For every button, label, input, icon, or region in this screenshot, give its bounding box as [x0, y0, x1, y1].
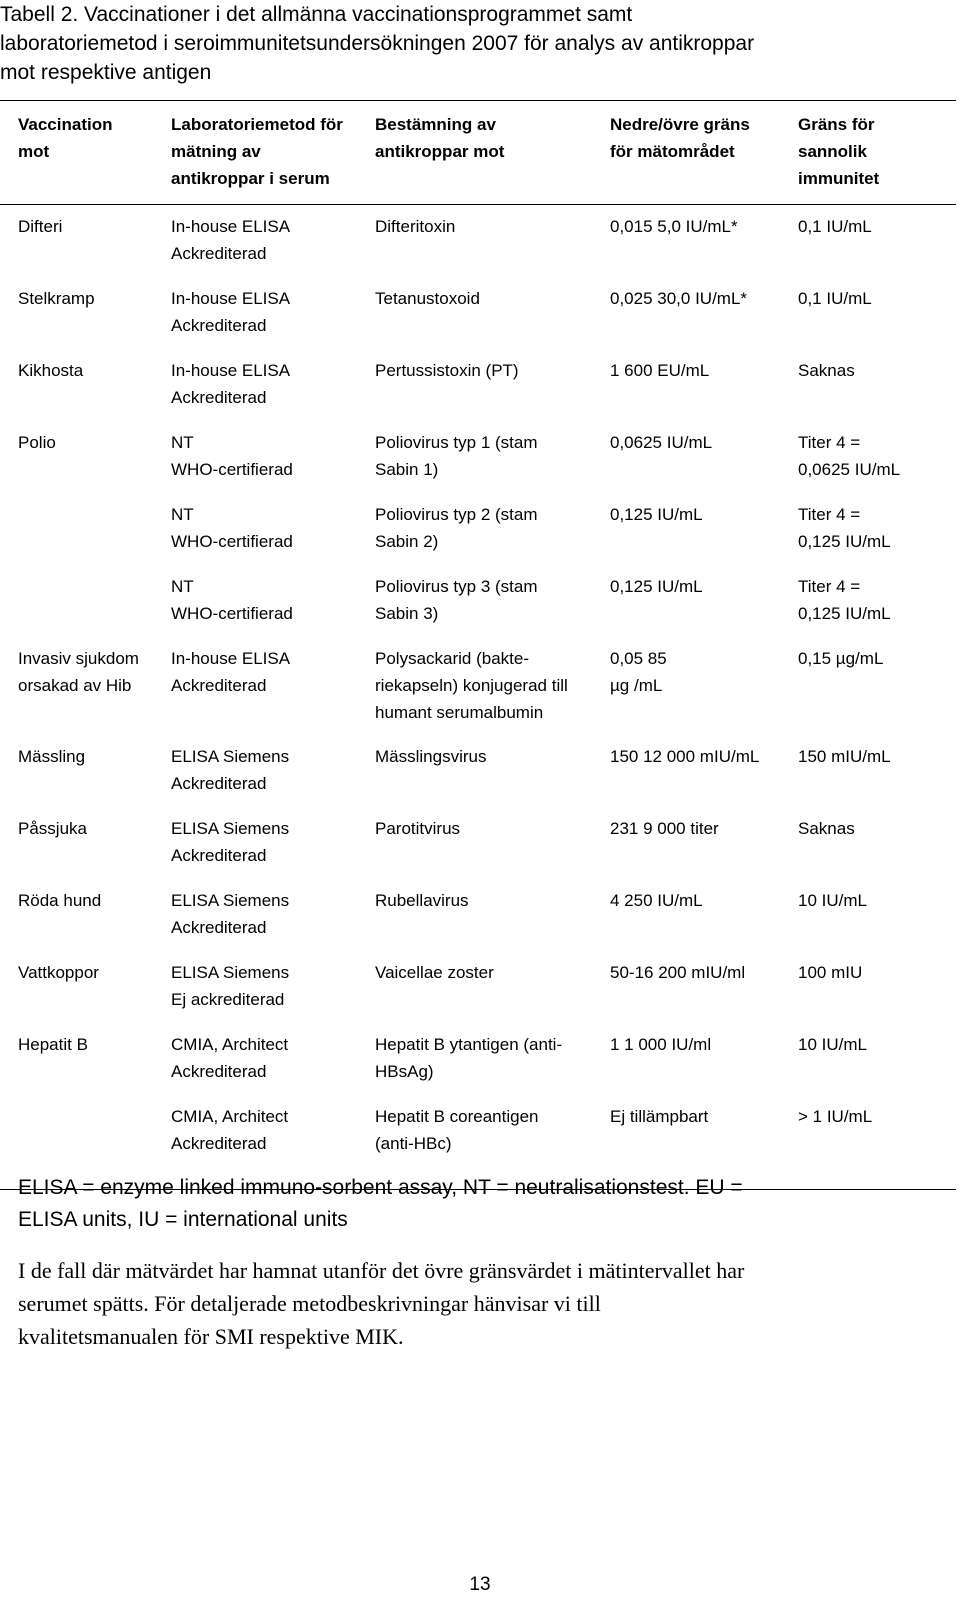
- method-cell: [171, 815, 375, 869]
- antigen-cell: [375, 573, 610, 627]
- cell-text: In-house ELISA: [171, 217, 291, 236]
- range-cell: [610, 573, 798, 627]
- table-row: [0, 959, 956, 1031]
- antigen-cell: [375, 357, 610, 411]
- header-text: Vaccination: [18, 115, 113, 134]
- range-cell: [610, 1031, 798, 1085]
- header-text: Gräns för: [798, 115, 875, 134]
- cell-text: [798, 1058, 956, 1085]
- cell-text: 150 mIU/mL: [798, 747, 891, 766]
- cell-text: [610, 986, 798, 1013]
- cell-text: Titer 4 =: [798, 433, 861, 452]
- cell-text: [171, 699, 375, 726]
- cell-text: Poliovirus typ 2 (stam: [375, 505, 538, 524]
- cell-text: 0,125 IU/mL: [798, 604, 891, 623]
- cell-text: 10 IU/mL: [798, 891, 867, 910]
- immunity-cell: [798, 1103, 956, 1157]
- cell-text: Poliovirus typ 3 (stam: [375, 577, 538, 596]
- cell-text: Titer 4 =: [798, 577, 861, 596]
- method-cell: [171, 285, 375, 339]
- immunity-cell: [798, 645, 956, 726]
- cell-text: Sabin 2): [375, 532, 439, 551]
- immunity-cell: [798, 573, 956, 627]
- vaccination-cell: [0, 743, 171, 797]
- cell-text: 1 1 000 IU/ml: [610, 1035, 712, 1054]
- cell-text: CMIA, Architect: [171, 1035, 289, 1054]
- cell-text: In-house ELISA: [171, 361, 291, 380]
- method-cell: [171, 887, 375, 941]
- cell-text: [18, 699, 171, 726]
- cell-text: 1 600 EU/mL: [610, 361, 710, 380]
- cell-text: Ackrediterad: [171, 388, 267, 407]
- header-matomrade: [610, 111, 798, 192]
- cell-text: 0,125 IU/mL: [610, 505, 703, 524]
- cell-text: Sabin 3): [375, 604, 439, 623]
- cell-text: NT: [171, 505, 194, 524]
- method-cell: [171, 743, 375, 797]
- cell-text: HBsAg): [375, 1062, 434, 1081]
- cell-text: Saknas: [798, 819, 855, 838]
- immunity-cell: [798, 285, 956, 339]
- cell-text: [798, 914, 956, 941]
- cell-text: µg /mL: [610, 676, 663, 695]
- cell-text: 0,125 IU/mL: [798, 532, 891, 551]
- cell-text: [798, 312, 956, 339]
- header-grans-immunitet: [798, 111, 956, 192]
- header-text: Nedre/övre gräns: [610, 115, 750, 134]
- cell-text: ELISA Siemens: [171, 891, 290, 910]
- cell-text: [375, 770, 610, 797]
- cell-text: Hepatit B ytantigen (anti-: [375, 1035, 563, 1054]
- immunity-cell: [798, 357, 956, 411]
- cell-text: 0,015 5,0 IU/mL*: [610, 217, 738, 236]
- cell-text: [375, 842, 610, 869]
- cell-text: 0,0625 IU/mL: [610, 433, 713, 452]
- cell-text: [610, 600, 798, 627]
- table-row: [0, 1103, 956, 1175]
- method-cell: [171, 357, 375, 411]
- cell-text: Ackrediterad: [171, 244, 267, 263]
- cell-text: [610, 1058, 798, 1085]
- cell-text: [610, 770, 798, 797]
- range-cell: [610, 743, 798, 797]
- cell-text: Ej tillämpbart: [610, 1107, 709, 1126]
- cell-text: [610, 914, 798, 941]
- immunity-cell: [798, 501, 956, 555]
- page-number: 13: [469, 1574, 491, 1595]
- cell-text: Mässling: [18, 747, 86, 766]
- cell-text: Difteritoxin: [375, 217, 456, 236]
- antigen-cell: [375, 1031, 610, 1085]
- header-laboratoriemetod: [171, 111, 375, 192]
- cell-text: 0,0625 IU/mL: [798, 460, 901, 479]
- immunity-cell: [798, 959, 956, 1013]
- cell-text: Titer 4 =: [798, 505, 861, 524]
- cell-text: WHO-certifierad: [171, 604, 293, 623]
- paragraph-line-2: serumet spätts. För detaljerade metodbeskrivningar hänvisar vi till: [18, 1291, 601, 1316]
- cell-text: Vaicellae zoster: [375, 963, 494, 982]
- cell-text: 0,05 85: [610, 649, 667, 668]
- cell-text: NT: [171, 433, 194, 452]
- vaccination-cell: [0, 429, 171, 483]
- cell-text: Röda hund: [18, 891, 102, 910]
- antigen-cell: [375, 959, 610, 1013]
- cell-text: [18, 573, 171, 600]
- cell-text: [18, 842, 171, 869]
- method-cell: [171, 1103, 375, 1157]
- cell-text: [375, 312, 610, 339]
- vaccination-cell: [0, 1103, 171, 1157]
- range-cell: [610, 429, 798, 483]
- header-text: [610, 165, 798, 192]
- cell-text: [798, 986, 956, 1013]
- table-row: [0, 1031, 956, 1103]
- cell-text: [18, 240, 171, 267]
- header-bestamning: [375, 111, 610, 192]
- method-cell: [171, 645, 375, 726]
- cell-text: Ackrediterad: [171, 676, 267, 695]
- range-cell: [610, 501, 798, 555]
- vaccination-cell: [0, 213, 171, 267]
- immunity-cell: [798, 815, 956, 869]
- cell-text: Ackrediterad: [171, 774, 267, 793]
- range-cell: [610, 285, 798, 339]
- antigen-cell: [375, 501, 610, 555]
- cell-text: [798, 770, 956, 797]
- cell-text: ELISA Siemens: [171, 819, 290, 838]
- cell-text: WHO-certifierad: [171, 532, 293, 551]
- cell-text: [18, 1058, 171, 1085]
- cell-text: 150 12 000 mIU/mL: [610, 747, 760, 766]
- table-body: [0, 205, 956, 1189]
- immunity-cell: [798, 1031, 956, 1085]
- cell-text: [798, 699, 956, 726]
- body-paragraph: [18, 1254, 938, 1353]
- cell-text: Stelkramp: [18, 289, 95, 308]
- cell-text: Parotitvirus: [375, 819, 461, 838]
- cell-text: [18, 1103, 171, 1130]
- table-caption: [0, 0, 940, 87]
- cell-text: orsakad av Hib: [18, 676, 132, 695]
- cell-text: 4 250 IU/mL: [610, 891, 703, 910]
- header-text: [375, 165, 610, 192]
- cell-text: [798, 842, 956, 869]
- header-text: antikroppar i serum: [171, 169, 330, 188]
- cell-text: [18, 770, 171, 797]
- vaccination-cell: [0, 959, 171, 1013]
- cell-text: 0,1 IU/mL: [798, 289, 872, 308]
- cell-text: In-house ELISA: [171, 649, 291, 668]
- table-row: [0, 357, 956, 429]
- cell-text: riekapseln) konjugerad till: [375, 676, 568, 695]
- cell-text: Polysackarid (bakte-: [375, 649, 530, 668]
- cell-text: Ackrediterad: [171, 1134, 267, 1153]
- table-row: [0, 429, 956, 501]
- cell-text: [375, 914, 610, 941]
- antigen-cell: [375, 213, 610, 267]
- vaccination-cell: [0, 1031, 171, 1085]
- cell-text: 0,025 30,0 IU/mL*: [610, 289, 748, 308]
- cell-text: 50-16 200 mIU/ml: [610, 963, 746, 982]
- cell-text: [375, 986, 610, 1013]
- table-footnote: [18, 1172, 918, 1236]
- vaccination-cell: [0, 815, 171, 869]
- method-cell: [171, 573, 375, 627]
- range-cell: [610, 213, 798, 267]
- vaccination-cell: [0, 645, 171, 726]
- cell-text: Sabin 1): [375, 460, 439, 479]
- cell-text: Hepatit B: [18, 1035, 88, 1054]
- range-cell: [610, 357, 798, 411]
- cell-text: [18, 312, 171, 339]
- cell-text: 0,125 IU/mL: [610, 577, 703, 596]
- cell-text: [610, 528, 798, 555]
- table-row: [0, 645, 956, 743]
- footnote-line-2: ELISA units, IU = international units: [18, 1208, 348, 1231]
- header-text: antikroppar mot: [375, 142, 505, 161]
- vaccination-cell: [0, 573, 171, 627]
- range-cell: [610, 815, 798, 869]
- immunity-cell: [798, 743, 956, 797]
- cell-text: [18, 986, 171, 1013]
- cell-text: 0,1 IU/mL: [798, 217, 872, 236]
- vaccination-cell: [0, 887, 171, 941]
- cell-text: Mässlingsvirus: [375, 747, 487, 766]
- table-row: [0, 573, 956, 645]
- cell-text: [798, 1130, 956, 1157]
- table-row: [0, 213, 956, 285]
- cell-text: Tetanustoxoid: [375, 289, 480, 308]
- table-row: [0, 815, 956, 887]
- cell-text: Invasiv sjukdom: [18, 649, 139, 668]
- table-row: [0, 743, 956, 815]
- cell-text: Ackrediterad: [171, 918, 267, 937]
- antigen-cell: [375, 285, 610, 339]
- cell-text: [375, 384, 610, 411]
- cell-text: Pertussistoxin (PT): [375, 361, 519, 380]
- vaccination-cell: [0, 357, 171, 411]
- cell-text: Rubellavirus: [375, 891, 469, 910]
- range-cell: [610, 959, 798, 1013]
- cell-text: Difteri: [18, 217, 63, 236]
- cell-text: [610, 1130, 798, 1157]
- method-cell: [171, 1031, 375, 1085]
- cell-text: Polio: [18, 433, 56, 452]
- cell-text: [610, 240, 798, 267]
- cell-text: > 1 IU/mL: [798, 1107, 873, 1126]
- cell-text: Ackrediterad: [171, 846, 267, 865]
- paragraph-line-3: kvalitetsmanualen för SMI respektive MIK.: [18, 1324, 404, 1349]
- antigen-cell: [375, 645, 610, 726]
- cell-text: NT: [171, 577, 194, 596]
- caption-line-2: laboratoriemetod i seroimmunitetsundersökningen 2007 för analys av antikroppar: [0, 32, 755, 55]
- method-cell: [171, 213, 375, 267]
- cell-text: 231 9 000 titer: [610, 819, 719, 838]
- cell-text: [18, 914, 171, 941]
- cell-text: ELISA Siemens: [171, 747, 290, 766]
- method-cell: [171, 959, 375, 1013]
- table-row: [0, 501, 956, 573]
- caption-line-3: mot respektive antigen: [0, 61, 212, 84]
- method-cell: [171, 501, 375, 555]
- cell-text: [610, 456, 798, 483]
- cell-text: [610, 842, 798, 869]
- cell-text: WHO-certifierad: [171, 460, 293, 479]
- vaccination-table: [0, 100, 956, 1190]
- cell-text: [18, 501, 171, 528]
- paragraph-line-1: I de fall där mätvärdet har hamnat utanför det övre gränsvärdet i mätintervallet har: [18, 1258, 745, 1283]
- header-text: mot: [18, 142, 50, 161]
- header-text: Bestämning av: [375, 115, 496, 134]
- header-text: sannolik: [798, 142, 867, 161]
- cell-text: [610, 699, 798, 726]
- cell-text: [18, 1130, 171, 1157]
- cell-text: [18, 528, 171, 555]
- cell-text: Vattkoppor: [18, 963, 99, 982]
- cell-text: [18, 600, 171, 627]
- cell-text: Ej ackrediterad: [171, 990, 285, 1009]
- cell-text: [18, 384, 171, 411]
- cell-text: [18, 456, 171, 483]
- cell-text: Ackrediterad: [171, 316, 267, 335]
- cell-text: ELISA Siemens: [171, 963, 290, 982]
- antigen-cell: [375, 1103, 610, 1157]
- immunity-cell: [798, 213, 956, 267]
- cell-text: In-house ELISA: [171, 289, 291, 308]
- antigen-cell: [375, 887, 610, 941]
- cell-text: [798, 384, 956, 411]
- cell-text: Poliovirus typ 1 (stam: [375, 433, 538, 452]
- cell-text: 10 IU/mL: [798, 1035, 867, 1054]
- header-text: [18, 165, 171, 192]
- cell-text: Ackrediterad: [171, 1062, 267, 1081]
- cell-text: CMIA, Architect: [171, 1107, 289, 1126]
- cell-text: [375, 240, 610, 267]
- cell-text: [798, 240, 956, 267]
- antigen-cell: [375, 429, 610, 483]
- vaccination-cell: [0, 501, 171, 555]
- cell-text: (anti-HBc): [375, 1134, 452, 1153]
- table-row: [0, 285, 956, 357]
- antigen-cell: [375, 815, 610, 869]
- header-text: immunitet: [798, 169, 880, 188]
- table-row: [0, 887, 956, 959]
- cell-text: humant serumalbumin: [375, 703, 544, 722]
- footnote-line-1: ELISA = enzyme linked immuno-sorbent assay, NT = neutralisationstest. EU =: [18, 1176, 743, 1199]
- cell-text: Saknas: [798, 361, 855, 380]
- range-cell: [610, 887, 798, 941]
- caption-line-1: Tabell 2. Vaccinationer i det allmänna vaccinationsprogrammet samt: [0, 3, 633, 26]
- cell-text: 0,15 µg/mL: [798, 649, 884, 668]
- method-cell: [171, 429, 375, 483]
- cell-text: 100 mIU: [798, 963, 863, 982]
- cell-text: Påssjuka: [18, 819, 87, 838]
- cell-text: [610, 384, 798, 411]
- range-cell: [610, 645, 798, 726]
- header-text: för mätområdet: [610, 142, 735, 161]
- range-cell: [610, 1103, 798, 1157]
- header-vaccination-mot: [0, 111, 171, 192]
- cell-text: [798, 672, 956, 699]
- immunity-cell: [798, 887, 956, 941]
- antigen-cell: [375, 743, 610, 797]
- cell-text: Kikhosta: [18, 361, 84, 380]
- immunity-cell: [798, 429, 956, 483]
- header-text: mätning av: [171, 142, 261, 161]
- table-header-row: [0, 101, 956, 205]
- vaccination-cell: [0, 285, 171, 339]
- header-text: Laboratoriemetod för: [171, 115, 343, 134]
- cell-text: Hepatit B coreantigen: [375, 1107, 539, 1126]
- cell-text: [610, 312, 798, 339]
